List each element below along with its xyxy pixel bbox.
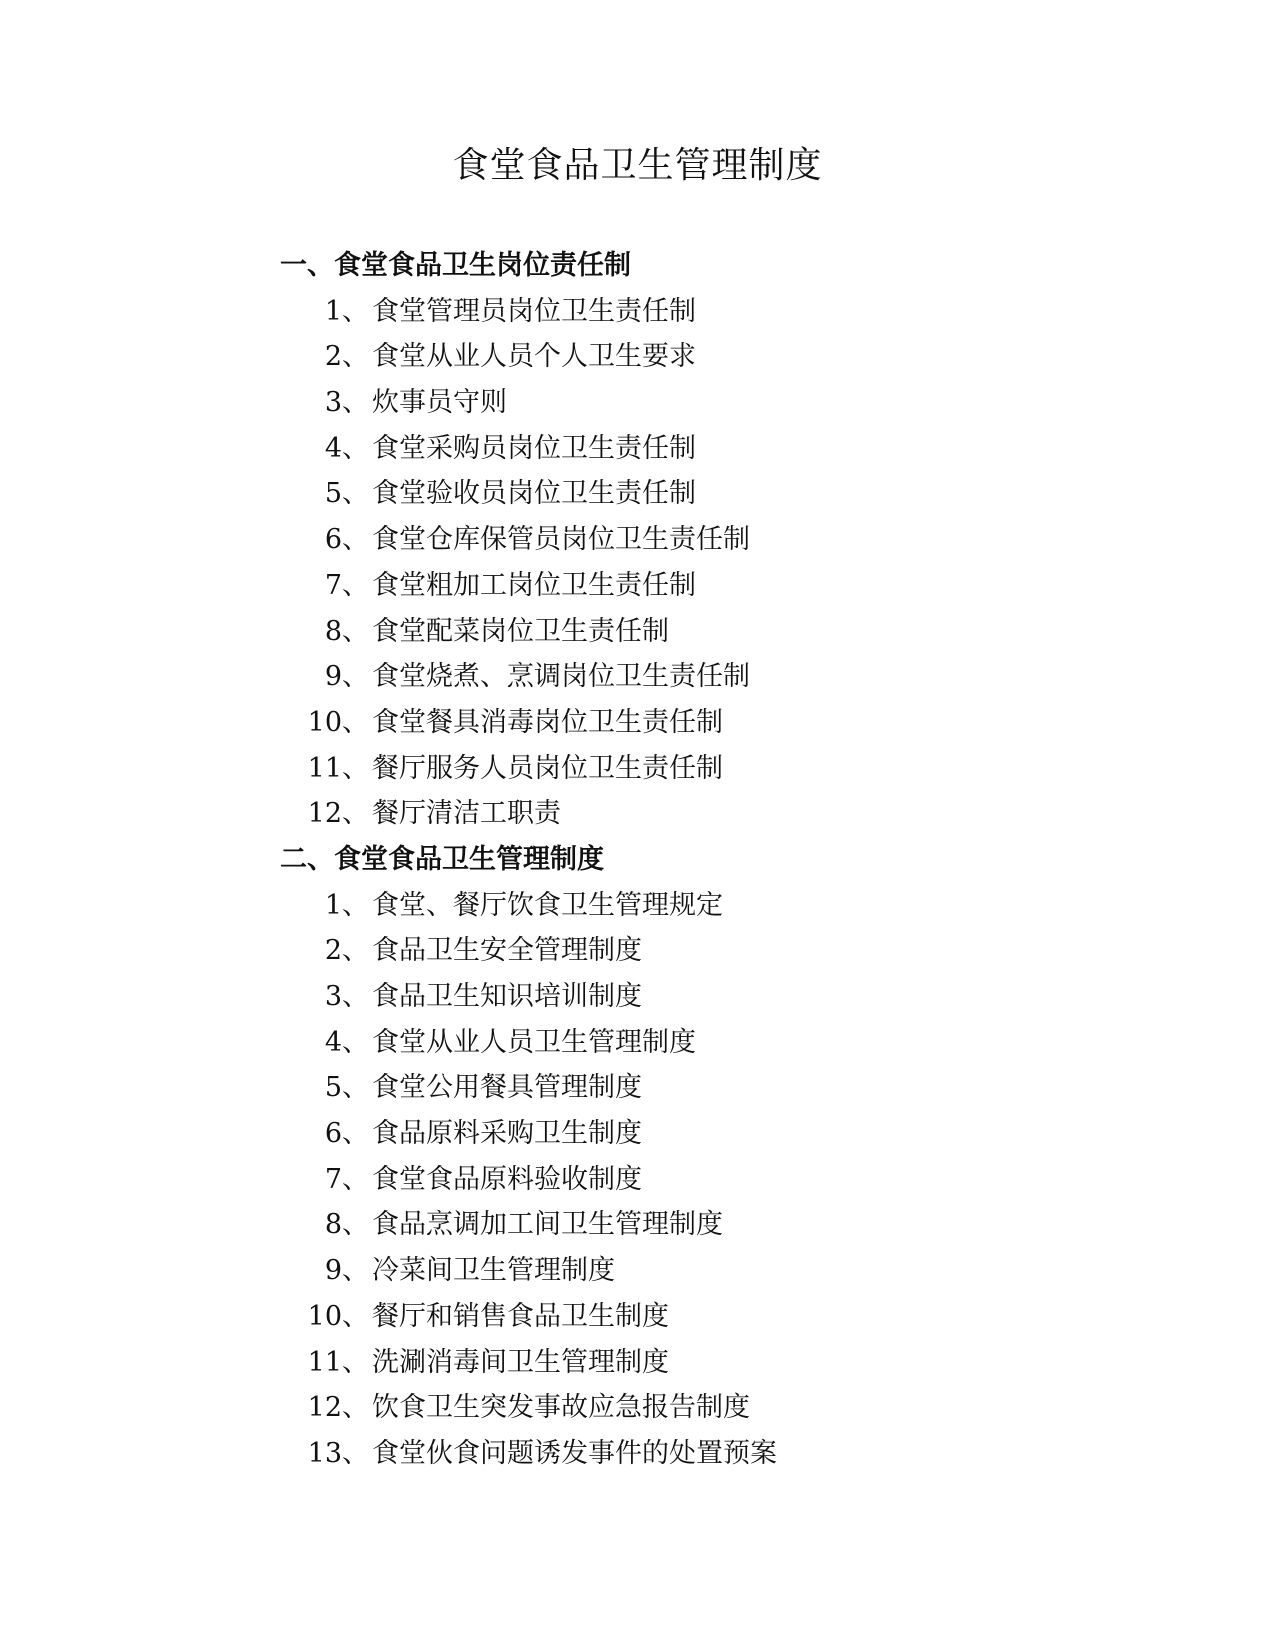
item-number: 7 — [324, 569, 342, 601]
item-separator: 、 — [342, 1255, 369, 1287]
page-title: 食堂食品卫生管理制度 — [452, 145, 823, 186]
item-label: 食堂管理员岗位卫生责任制 — [372, 295, 696, 327]
item-label: 食堂从业人员卫生管理制度 — [372, 1026, 696, 1058]
list-item — [280, 563, 1180, 609]
table-of-contents — [280, 243, 1180, 1477]
item-separator: 、 — [342, 798, 369, 830]
item-separator: 、 — [342, 1346, 369, 1378]
list-item — [280, 654, 1180, 700]
item-label: 食堂仓库保管员岗位卫生责任制 — [372, 524, 750, 556]
item-separator: 、 — [342, 524, 369, 556]
list-item — [280, 883, 1180, 929]
item-label: 食堂、餐厅饮食卫生管理规定 — [372, 889, 723, 921]
item-separator: 、 — [342, 889, 369, 921]
item-number: 10 — [307, 706, 342, 738]
item-number: 12 — [307, 798, 342, 830]
item-label: 食堂验收员岗位卫生责任制 — [372, 478, 696, 510]
item-separator: 、 — [342, 569, 369, 601]
list-item — [280, 609, 1180, 655]
item-number: 3 — [324, 981, 342, 1012]
item-number: 5 — [324, 1072, 342, 1104]
list-item — [280, 471, 1180, 517]
item-label: 食堂从业人员个人卫生要求 — [372, 341, 696, 373]
item-label: 食品烹调加工间卫生管理制度 — [372, 1209, 723, 1241]
item-separator: 、 — [342, 1026, 369, 1058]
list-item — [280, 289, 1180, 335]
item-label: 洗涮消毒间卫生管理制度 — [372, 1346, 669, 1378]
item-number: 3 — [324, 387, 342, 419]
item-number: 4 — [324, 432, 342, 464]
item-number: 5 — [324, 478, 342, 510]
item-separator: 、 — [342, 1072, 369, 1104]
item-label: 餐厅清洁工职责 — [372, 798, 561, 830]
item-label: 冷菜间卫生管理制度 — [372, 1255, 615, 1287]
item-separator: 、 — [342, 1209, 369, 1241]
item-label: 食堂配菜岗位卫生责任制 — [372, 615, 669, 647]
item-separator: 、 — [342, 1118, 369, 1150]
item-separator: 、 — [342, 1437, 369, 1469]
item-label: 餐厅和销售食品卫生制度 — [372, 1300, 669, 1332]
item-separator: 、 — [342, 935, 369, 967]
item-separator: 、 — [342, 432, 369, 464]
item-label: 食堂公用餐具管理制度 — [372, 1072, 642, 1104]
section-heading: 二、食堂食品卫生管理制度 — [280, 843, 604, 875]
list-item — [280, 1294, 1180, 1340]
item-label: 炊事员守则 — [372, 387, 507, 419]
list-item — [280, 517, 1180, 563]
list-item — [280, 1111, 1180, 1157]
item-number: 6 — [324, 1118, 342, 1150]
item-number: 7 — [324, 1163, 342, 1195]
item-number: 9 — [324, 1255, 342, 1287]
item-label: 食堂采购员岗位卫生责任制 — [372, 432, 696, 464]
item-number: 8 — [324, 615, 342, 647]
list-item — [280, 700, 1180, 746]
item-number: 1 — [324, 295, 342, 327]
item-label: 食堂烧煮、烹调岗位卫生责任制 — [372, 661, 750, 693]
item-label: 食品卫生知识培训制度 — [372, 981, 642, 1012]
list-item — [280, 746, 1180, 792]
list-item — [280, 1020, 1180, 1066]
item-label: 食堂食品原料验收制度 — [372, 1163, 642, 1195]
item-separator: 、 — [342, 1163, 369, 1195]
item-separator: 、 — [342, 615, 369, 647]
list-item — [280, 791, 1180, 837]
list-item — [280, 1248, 1180, 1294]
item-number: 11 — [307, 1346, 342, 1378]
list-item — [280, 334, 1180, 380]
item-label: 餐厅服务人员岗位卫生责任制 — [372, 752, 723, 784]
item-label: 食品卫生安全管理制度 — [372, 935, 642, 967]
item-number: 1 — [324, 889, 342, 921]
item-label: 饮食卫生突发事故应急报告制度 — [372, 1392, 750, 1424]
item-separator: 、 — [342, 1300, 369, 1332]
item-separator: 、 — [342, 661, 369, 693]
item-number: 2 — [324, 935, 342, 967]
item-number: 13 — [307, 1437, 342, 1469]
item-separator: 、 — [342, 295, 369, 327]
item-number: 9 — [324, 661, 342, 693]
item-number: 10 — [307, 1300, 342, 1332]
section-heading: 一、食堂食品卫生岗位责任制 — [280, 250, 631, 281]
item-separator: 、 — [342, 387, 369, 419]
item-separator: 、 — [342, 1392, 369, 1424]
list-item — [280, 1065, 1180, 1111]
item-number: 11 — [307, 752, 342, 784]
item-separator: 、 — [342, 478, 369, 510]
item-number: 6 — [324, 524, 342, 556]
list-item — [280, 426, 1180, 472]
list-item — [280, 1385, 1180, 1431]
item-number: 8 — [324, 1209, 342, 1241]
list-item — [280, 1431, 1180, 1477]
item-label: 食品原料采购卫生制度 — [372, 1118, 642, 1150]
item-number: 12 — [307, 1392, 342, 1424]
item-separator: 、 — [342, 752, 369, 784]
item-number: 4 — [324, 1026, 342, 1058]
list-item — [280, 1157, 1180, 1203]
list-item — [280, 1202, 1180, 1248]
list-item — [280, 974, 1180, 1020]
item-separator: 、 — [342, 981, 369, 1012]
item-separator: 、 — [342, 341, 369, 373]
item-label: 食堂粗加工岗位卫生责任制 — [372, 569, 696, 601]
list-item — [280, 1340, 1180, 1386]
item-separator: 、 — [342, 706, 369, 738]
item-label: 食堂餐具消毒岗位卫生责任制 — [372, 706, 723, 738]
item-number: 2 — [324, 341, 342, 373]
list-item — [280, 380, 1180, 426]
item-label: 食堂伙食问题诱发事件的处置预案 — [372, 1437, 777, 1469]
list-item — [280, 928, 1180, 974]
